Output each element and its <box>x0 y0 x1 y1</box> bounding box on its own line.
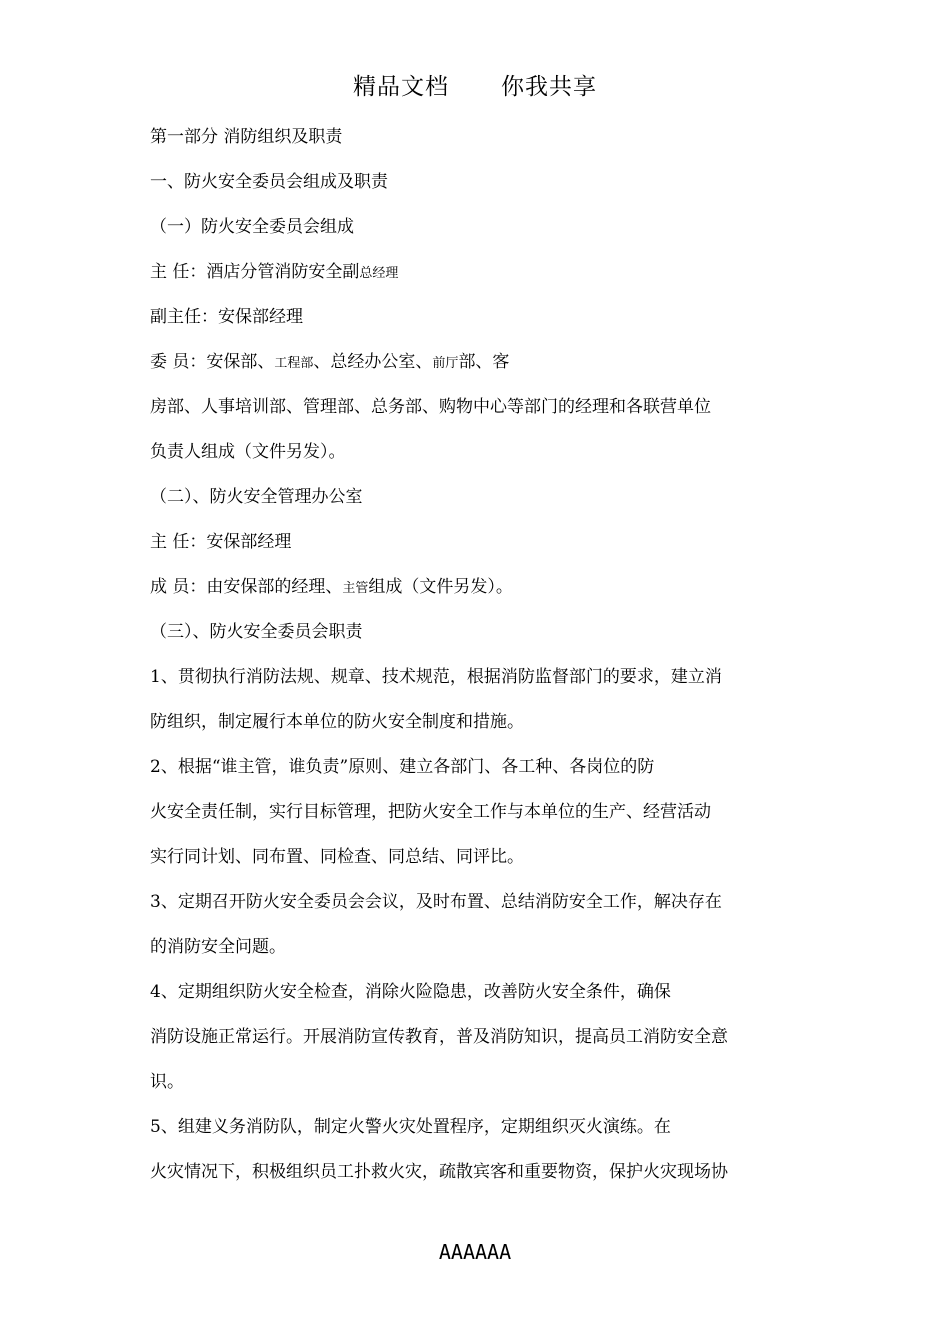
paragraph-heading: （三）、防火安全委员会职责 <box>150 622 363 642</box>
page-header <box>0 68 950 101</box>
paragraph-heading: （一）防火安全委员会组成 <box>150 217 354 237</box>
text-line: 3、定期召开防火安全委员会会议，及时布置、总结消防安全工作，解决存在 <box>150 892 722 912</box>
document-body <box>150 124 810 1204</box>
text-line: 2、根据“谁主管，谁负责”原则、建立各部门、各工种、各岗位的防 <box>150 757 655 777</box>
text-line: 5、组建义务消防队，制定火警火灾处置程序，定期组织灭火演练。在 <box>150 1117 671 1137</box>
text-line: 火安全责任制，实行目标管理，把防火安全工作与本单位的生产、经营活动 <box>150 802 711 822</box>
text-line: 主 任：安保部经理 <box>150 532 292 552</box>
text-line: 消防设施正常运行。开展消防宣传教育，普及消防知识，提高员工消防安全意 <box>150 1027 728 1047</box>
text-line: 的消防安全问题。 <box>150 937 286 957</box>
section-title: 第一部分 消防组织及职责 <box>150 127 343 147</box>
text-line: 实行同计划、同布置、同检查、同总结、同评比。 <box>150 847 524 867</box>
subsection-title: 一、防火安全委员会组成及职责 <box>150 172 388 192</box>
text-line: 负责人组成（文件另发）。 <box>150 442 346 462</box>
text-line: 4、定期组织防火安全检查，消除火险隐患，改善防火安全条件，确保 <box>150 982 671 1002</box>
header-right-text: 你我共享 <box>501 74 597 100</box>
text-line: 成 员：由安保部的经理、主管组成（文件另发）。 <box>150 577 513 597</box>
text-line: 1、贯彻执行消防法规、规章、技术规范，根据消防监督部门的要求，建立消 <box>150 667 722 687</box>
text-line: 识。 <box>150 1072 184 1092</box>
paragraph-heading: （二）、防火安全管理办公室 <box>150 487 363 507</box>
text-line: 火灾情况下，积极组织员工扑救火灾，疏散宾客和重要物资，保护火灾现场协 <box>150 1162 728 1182</box>
text-line: 副主任：安保部经理 <box>150 307 303 327</box>
text-line: 防组织，制定履行本单位的防火安全制度和措施。 <box>150 712 524 732</box>
header-left-text: 精品文档 <box>353 74 449 100</box>
text-line: 房部、人事培训部、管理部、总务部、购物中心等部门的经理和各联营单位 <box>150 397 711 417</box>
text-line: 主 任：酒店分管消防安全副总经理 <box>150 262 399 282</box>
page-footer: AAAAAA <box>438 1240 512 1264</box>
text-line: 委 员：安保部、工程部、总经办公室、前厅部、客 <box>150 352 510 372</box>
